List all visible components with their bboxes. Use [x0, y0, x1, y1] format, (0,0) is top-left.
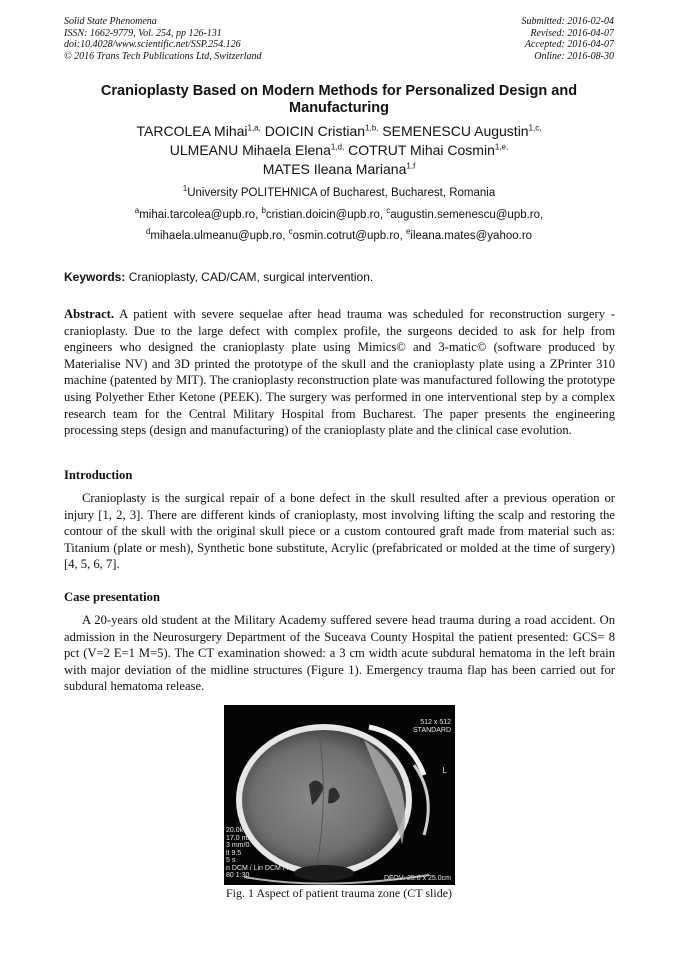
keywords-text: Cranioplasty, CAD/CAM, surgical intervention. [125, 270, 374, 284]
author-name: DOICIN Cristian [260, 123, 366, 139]
ct-dfov: DFOV: 25.0 x 25.0cm [383, 874, 451, 882]
email-mark: a [134, 206, 140, 216]
email-line-2 [64, 229, 614, 243]
ct-param: 3 mm/0. [226, 842, 252, 849]
paper-title: Cranioplasty Based on Modern Methods for Personalized Design and Manufacturing [100, 83, 578, 116]
figure-caption: Fig. 1 Aspect of patient trauma zone (CT slide) [225, 886, 453, 900]
email-mark: c [288, 227, 293, 237]
ct-param: n DCM / Lin DCM / Id [226, 864, 293, 872]
ct-orientation-l: L [442, 766, 447, 775]
copyright-line: © 2016 Trans Tech Publications Ltd, Switzerland [64, 50, 262, 62]
author-name: MATES Ileana Mariana [262, 161, 407, 177]
ct-standard: STANDARD [413, 726, 451, 734]
issn-line: ISSN: 1662-9779, Vol. 254, pp 126-131 [64, 27, 222, 39]
author-name: ULMEANU Mihaela Elena [169, 142, 331, 158]
doi-line: doi:10.4028/www.scientific.net/SSP.254.126 [64, 39, 241, 50]
journal-name: Solid State Phenomena [64, 16, 157, 27]
author-affil-mark: 1,e, [494, 142, 509, 152]
author-affil-mark: 1,b, [365, 123, 379, 133]
ct-param: 5 s [226, 857, 236, 864]
keywords [64, 270, 614, 284]
affil-text: University POLITEHNICA of Bucharest, Bucharest, Romania [187, 187, 496, 199]
introduction-text: Cranioplasty is the surgical repair of a bone defect in the skull resulted after a previous operation or injury [1, 2, 3]. There are different kinds of cranioplasty, most involving lifting the scalp and restoring the contour of the skull with the original skull piece or a custom contoured graft made from material such as: Titanium (plate or mesh), Synthetic bone substitute, Acrylic (prefabricated or molded at the time of surgery) [4, 5, 6, 7]. [64, 491, 615, 572]
abstract [64, 306, 615, 439]
author-name: COTRUT Mihai Cosmin [344, 142, 495, 158]
author-affil-mark: 1,f [406, 161, 416, 171]
keywords-label: Keywords: [64, 270, 126, 284]
author-affil-mark: 1,d, [330, 142, 345, 152]
ct-scan-image [224, 705, 455, 885]
ct-param: 20.0kV [226, 827, 248, 834]
email-address: augustin.semenescu@upb.ro, [390, 209, 544, 221]
ct-param: lt 9.5 [226, 849, 242, 857]
affil-mark: 1 [182, 184, 188, 194]
email-mark: d [145, 227, 151, 237]
email-address: ileana.mates@yahoo.ro [410, 230, 533, 242]
email-address: cristian.doicin@upb.ro, [265, 209, 387, 221]
publication-dates [522, 16, 615, 62]
email-address: mihaela.ulmeanu@upb.ro, [150, 230, 289, 242]
accepted-date: Accepted: 2016-04-07 [524, 39, 614, 50]
email-mark: e [405, 227, 411, 237]
abstract-text: A patient with severe sequelae after head trauma was scheduled for reconstruction surgery - cranioplasty. Due to the large defect with complex profile, the surgeons decided to ask for help from engineers who designed the cranioplasty plate using Mimics© and 3-matic© (software produced by Materialise NV) and 3D printed the prototype of the skull and the cranioplasty plate using a ZPrinter 310 machine (patented by MIT). The cranioplasty reconstruction plate was manufactured following the prototype using Polyether Ether Ketone (PEEK). The surgery was performed in one interventional step by a complex research team for the Central Military Hospital from Bucharest. The paper presents the engineering processing steps (design and manufacturing) of the cranioplasty plate and the clinical case evolution. [64, 307, 615, 438]
author-name: TARCOLEA Mihai [136, 123, 248, 139]
author-name: SEMENESCU Augustin [378, 123, 529, 139]
case-heading: Case presentation [64, 590, 160, 604]
author-affil-mark: 1,c, [528, 123, 542, 133]
revised-date: Revised: 2016-04-07 [530, 27, 614, 39]
email-mark: c [386, 206, 391, 216]
abstract-label: Abstract. [64, 307, 115, 321]
ct-param: 17.0 mA [226, 834, 253, 842]
journal-info [64, 16, 262, 62]
email-address: mihai.tarcolea@upb.ro, [139, 209, 262, 221]
affiliation [64, 186, 614, 200]
email-line-1 [64, 208, 614, 222]
online-date: Online: 2016-08-30 [534, 50, 614, 62]
email-address: osmin.cotrut@upb.ro, [292, 230, 406, 242]
case-text: A 20-years old student at the Military Academy suffered severe head trauma during a road accident. On admission in the Neurosurgery Department of the Suceava County Hospital the patient presented: GCS= 8 pct (V=2 E=1 M=5). The CT examination showed: a 3 cm width acute subdural hematoma in the left brain with major deviation of the midline structures (Figure 1). Emergency trauma flap has been carried out for subdural hematoma release. [64, 613, 615, 694]
author-list [64, 122, 614, 179]
ct-matrix-size: 512 x 512 [420, 719, 451, 726]
email-mark: b [261, 206, 266, 216]
ct-matrix-label [413, 719, 451, 734]
ct-param: 80 1:30 [226, 872, 250, 879]
author-affil-mark: 1,a, [247, 123, 261, 133]
submitted-date: Submitted: 2016-02-04 [521, 16, 614, 27]
ct-scan-params [226, 827, 293, 880]
introduction-heading: Introduction [64, 468, 133, 482]
